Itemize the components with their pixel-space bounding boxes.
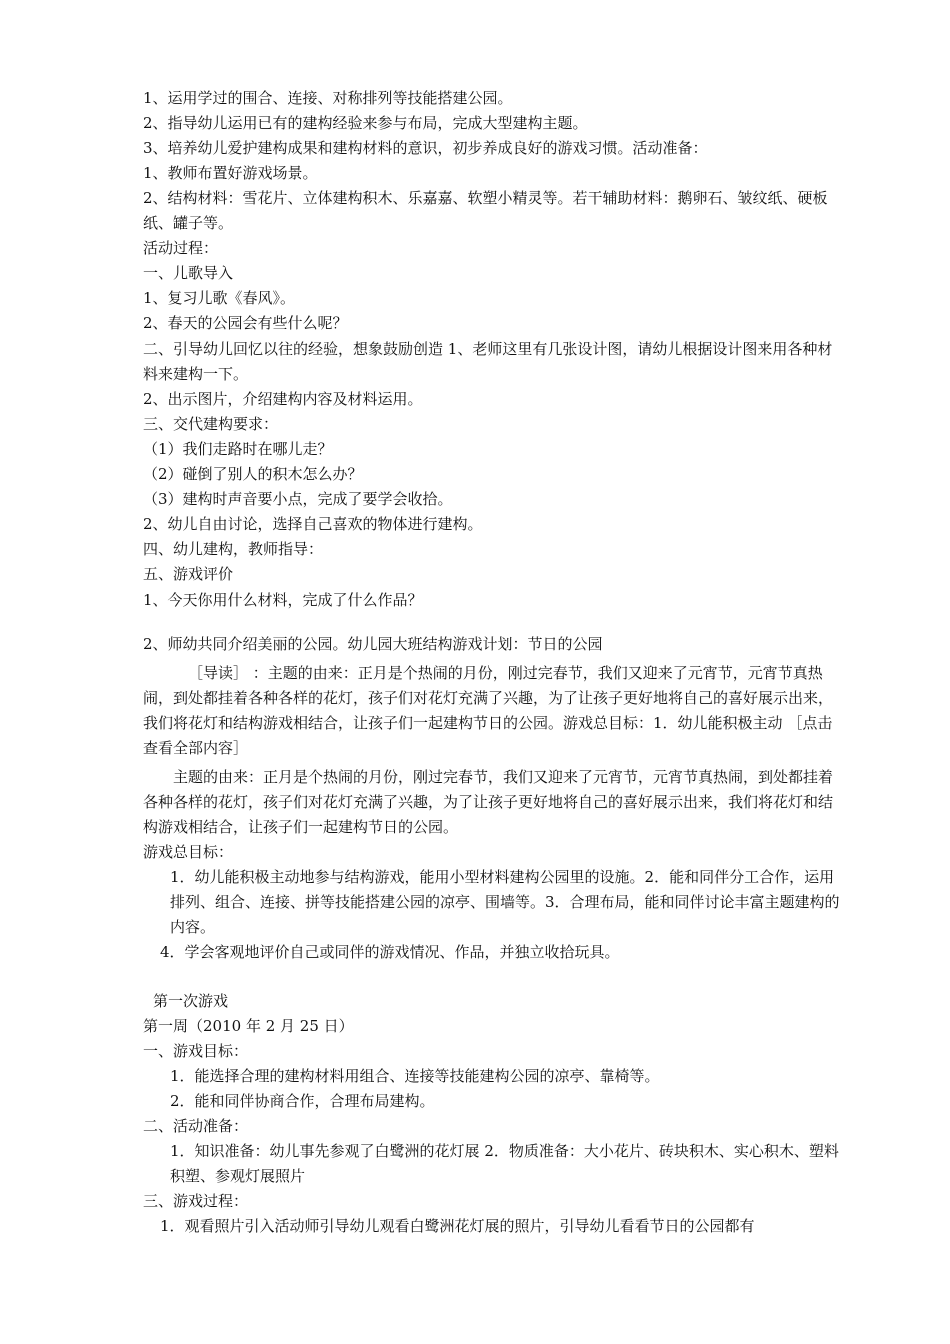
section-heading: 第一次游戏	[153, 992, 229, 1010]
text-line: 1、运用学过的围合、连接、对称排列等技能搭建公园。	[143, 89, 513, 107]
text-line: 1．能选择合理的建构材料用组合、连接等技能建构公园的凉亭、靠椅等。	[170, 1067, 660, 1085]
section-heading: 四、幼儿建构，教师指导：	[143, 540, 324, 558]
text-paragraph: 2、结构材料：雪花片、立体建构积木、乐嘉嘉、软塑小精灵等。若干辅助材料：鹅卵石、皱纹纸、硬板纸、罐子等。	[143, 189, 828, 232]
section-heading: 活动过程：	[143, 239, 219, 257]
section-heading: 一、儿歌导入	[143, 264, 234, 282]
section-heading: 三、交代建构要求：	[143, 415, 279, 433]
text-line: （2）碰倒了别人的积木怎么办？	[143, 465, 363, 483]
text-line: 2、春天的公园会有些什么呢？	[143, 314, 348, 332]
text-paragraph: 二、引导幼儿回忆以往的经验，想象鼓励创造 1、老师这里有几张设计图，请幼儿根据设计图来用各种材料来建构一下。	[143, 340, 833, 383]
text-line: 1．观看照片引入活动师引导幼儿观看白鹭洲花灯展的照片，引导幼儿看看节日的公园都有	[160, 1217, 755, 1235]
text-line: 2、幼儿自由讨论，选择自己喜欢的物体进行建构。	[143, 515, 483, 533]
text-line: 1、复习儿歌《春风》。	[143, 289, 296, 307]
body-paragraph: 主题的由来：正月是个热闹的月份，刚过完春节，我们又迎来了元宵节，元宵节真热闹，到处都挂着各种各样的花灯，孩子们对花灯充满了兴趣，为了让孩子更好地将自己的喜好展示出来，我们将花灯和结构游戏相结合，让孩子们一起建构节日的公园。	[143, 768, 834, 836]
section-heading: 游戏总目标：	[143, 843, 234, 861]
text-paragraph: 1．知识准备：幼儿事先参观了白鹭洲的花灯展 2．物质准备：大小花片、砖块积木、实心积木、塑料积塑、参观灯展照片	[170, 1142, 839, 1185]
text-line: （1）我们走路时在哪儿走？	[143, 440, 333, 458]
text-line: （3）建构时声音要小点，完成了要学会收拾。	[143, 490, 453, 508]
section-heading: 一、游戏目标：	[143, 1042, 249, 1060]
text-line: 2．能和同伴协商合作，合理布局建构。	[170, 1092, 435, 1110]
text-line: 2、指导幼儿运用已有的建构经验来参与布局，完成大型建构主题。	[143, 114, 588, 132]
section-heading: 二、活动准备：	[143, 1117, 249, 1135]
intro-paragraph: ［导读］ ：主题的由来：正月是个热闹的月份，刚过完春节，我们又迎来了元宵节，元宵节真热闹，到处都挂着各种各样的花灯，孩子们对花灯充满了兴趣，为了让孩子更好地将自己的喜好展示出来，我们将花灯和结构游戏相结合，让孩子们一起建构节日的公园。游戏总目标：1．幼儿能积极主动 ［点击查看全部内容］	[143, 664, 834, 757]
section-heading: 五、游戏评价	[143, 565, 234, 583]
text-line: 4．学会客观地评价自己或同伴的游戏情况、作品，并独立收拾玩具。	[160, 943, 620, 961]
text-paragraph: 1．幼儿能积极主动地参与结构游戏，能用小型材料建构公园里的设施。2．能和同伴分工合作，运用排列、组合、连接、拼等技能搭建公园的凉亭、围墙等。3．合理布局，能和同伴讨论丰富主题建构的内容。	[170, 868, 840, 936]
text-line: 2、出示图片，介绍建构内容及材料运用。	[143, 390, 423, 408]
text-line: 1、教师布置好游戏场景。	[143, 164, 318, 182]
text-line: 3、培养幼儿爱护建构成果和建构材料的意识，初步养成良好的游戏习惯。活动准备：	[143, 139, 708, 157]
date-line: 第一周（2010 年 2 月 25 日）	[143, 1017, 354, 1035]
section-heading: 三、游戏过程：	[143, 1192, 249, 1210]
text-line: 1、今天你用什么材料，完成了什么作品？	[143, 591, 423, 609]
text-line: 2、师幼共同介绍美丽的公园。幼儿园大班结构游戏计划：节日的公园	[143, 635, 603, 653]
